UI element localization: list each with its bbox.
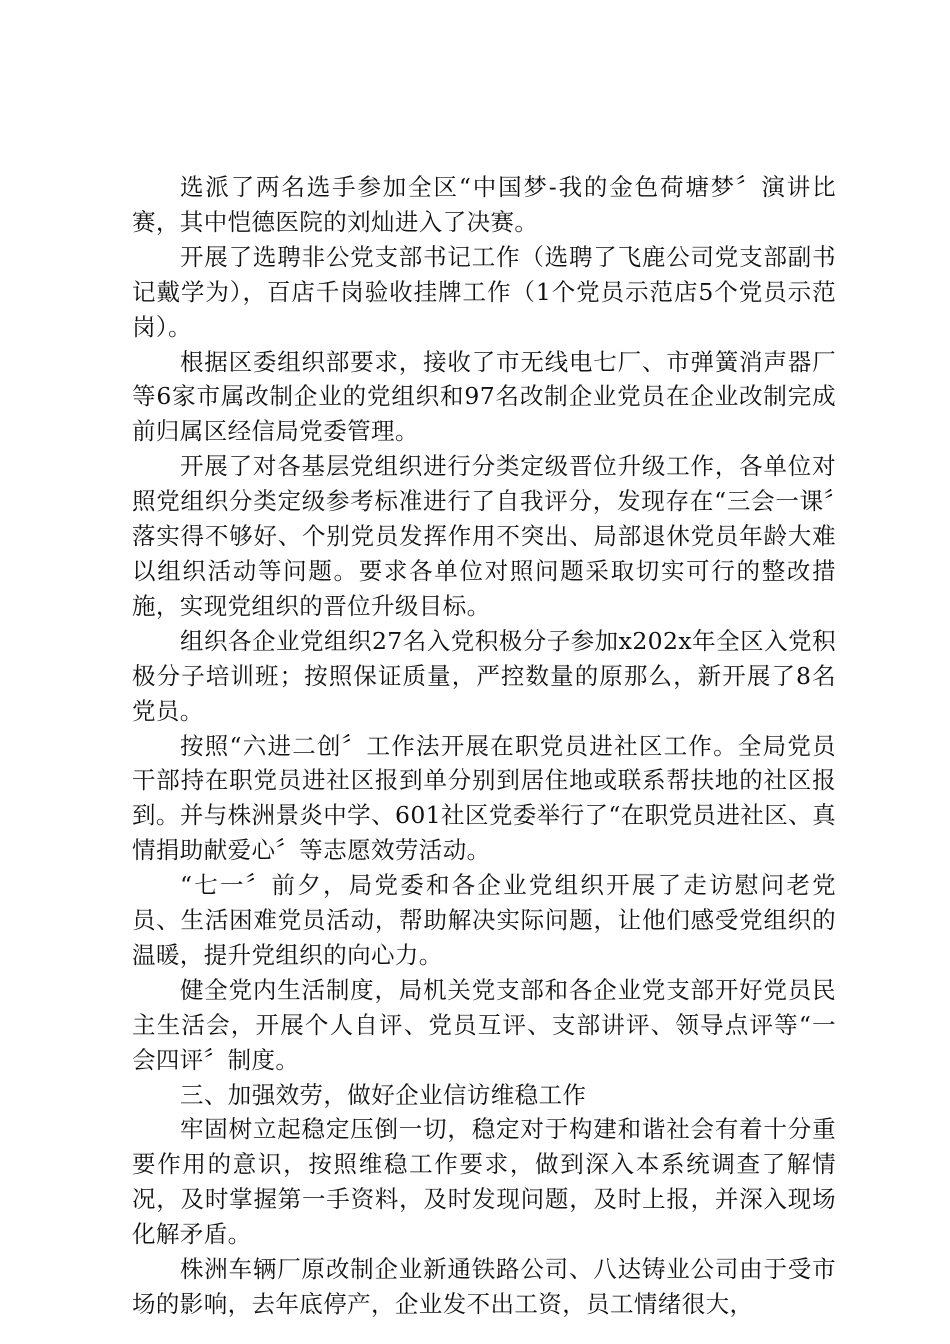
paragraph-6: 按照“六进二创〞工作法开展在职党员进社区工作。全局党员干部持在职党员进社区报到单分别到居住地或联系帮扶地的社区报到。并与株洲景炎中学、601社区党委举行了“在职党员进社区、真情捐助献爱心〞等志愿效劳活动。	[132, 731, 836, 865]
section-heading: 三、加强效劳，做好企业信访维稳工作	[180, 1080, 587, 1109]
document-body	[132, 170, 836, 1322]
paragraph-1: 选派了两名选手参加全区“中国梦-我的金色荷塘梦〞演讲比赛，其中恺德医院的刘灿进入了决赛。	[132, 173, 836, 236]
paragraph-9: 牢固树立起稳定压倒一切，稳定对于构建和谐社会有着十分重要作用的意识，按照维稳工作要求，做到深入本系统调查了解情况，及时掌握第一手资料，及时发现问题，及时上报，并深入现场化解矛盾。	[132, 1115, 836, 1249]
paragraph-8: 健全党内生活制度，局机关党支部和各企业党支部开好党员民主生活会，开展个人自评、党员互评、支部讲评、领导点评等“一会四评〞制度。	[132, 975, 836, 1074]
paragraph-10: 株洲车辆厂原改制企业新通铁路公司、八达铸业公司由于受市场的影响，去年底停产，企业发不出工资，员工情绪很大，	[132, 1255, 836, 1318]
paragraph-7: “七一〞前夕，局党委和各企业党组织开展了走访慰问老党员、生活困难党员活动，帮助解决实际问题，让他们感受党组织的温暖，提升党组织的向心力。	[132, 871, 836, 969]
paragraph-4: 开展了对各基层党组织进行分类定级晋位升级工作，各单位对照党组织分类定级参考标准进行了自我评分，发现存在“三会一课〞落实得不够好、个别党员发挥作用不突出、局部退休党员年龄大难以组织活动等问题。要求各单位对照问题采取切实可行的整改措施，实现党组织的晋位升级目标。	[132, 452, 836, 620]
paragraph-5: 组织各企业党组织27名入党积极分子参加x202x年全区入党积极分子培训班；按照保证质量，严控数量的原那么，新开展了8名党员。	[132, 626, 836, 725]
paragraph-3: 根据区委组织部要求，接收了市无线电七厂、市弹簧消声器厂等6家市属改制企业的党组织和97名改制企业党员在企业改制完成前归属区经信局党委管理。	[132, 347, 836, 446]
paragraph-2: 开展了选聘非公党支部书记工作（选聘了飞鹿公司党支部副书记戴学为），百店千岗验收挂牌工作（1个党员示范店5个党员示范岗）。	[132, 242, 836, 341]
